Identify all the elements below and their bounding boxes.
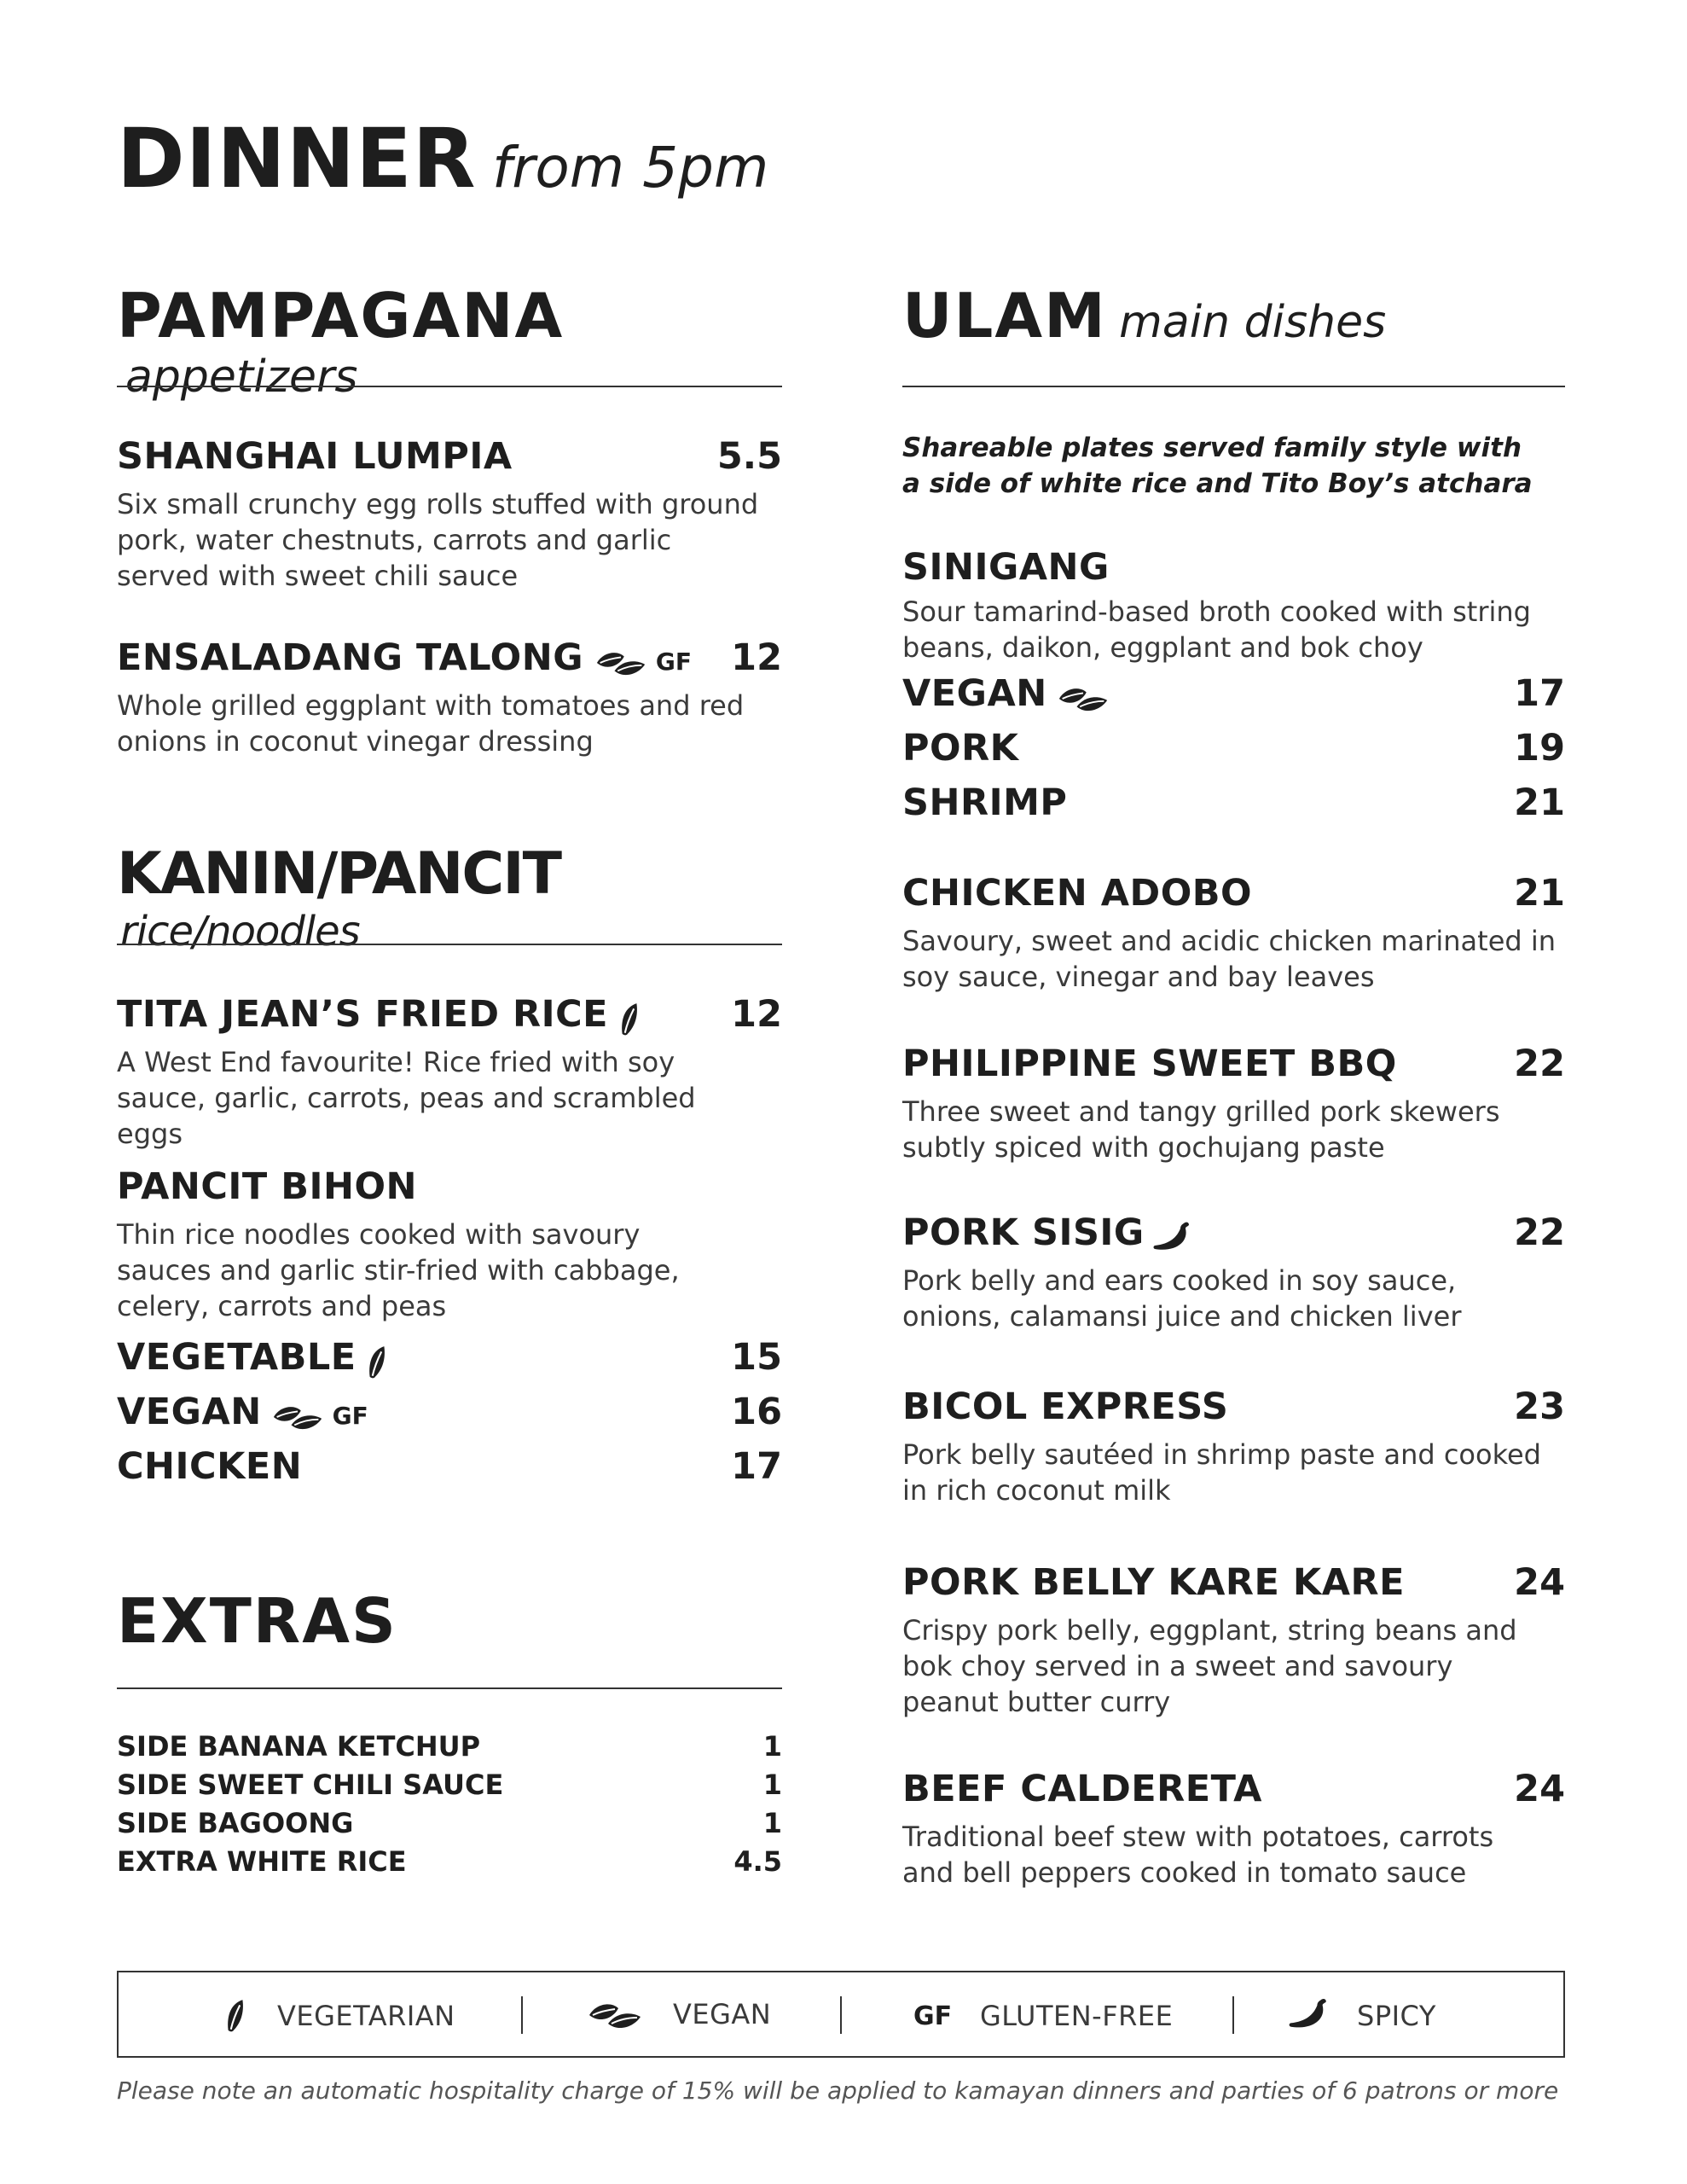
vegetarian-icon (617, 1002, 641, 1037)
item-description: Three sweet and tangy grilled pork skewers subtly spiced with gochujang paste (902, 1095, 1500, 1164)
option-price: 17 (731, 1445, 782, 1488)
item-name: TITA JEAN’S FRIED RICE (117, 993, 609, 1036)
item-description: Whole grilled eggplant with tomatoes and red onions in coconut vinegar dressing (117, 689, 745, 758)
rice-divider (117, 944, 782, 945)
item-price: 24 (1514, 1768, 1565, 1810)
menu-item (902, 1768, 1565, 1891)
item-option (902, 781, 1565, 828)
extra-row (117, 1769, 782, 1807)
menu-item (902, 872, 1565, 995)
item-price: 21 (1514, 872, 1565, 915)
dietary-legend (117, 1971, 1565, 2058)
menu-item (902, 1043, 1565, 1165)
appetizers-divider (117, 386, 782, 387)
extra-price: 1 (762, 1769, 782, 1801)
item-description: A West End favourite! Rice fried with soy sauce, garlic, carrots, peas and scrambled eggs (117, 1046, 696, 1150)
option-price: 16 (731, 1391, 782, 1433)
item-description: Crispy pork belly, eggplant, string beans and bok choy served in a sweet and savoury peanut butter curry (902, 1614, 1517, 1718)
legend-divider (840, 1996, 842, 2034)
legend-vegan-label: VEGAN (673, 1998, 772, 2030)
mains-intro: Shareable plates served family style with a side of white rice and Tito Boy’s atchara (902, 433, 1533, 499)
option-name: PORK (902, 727, 1019, 770)
item-name: PORK SISIG (902, 1211, 1145, 1254)
extra-row (117, 1730, 782, 1769)
item-description: Traditional beef stew with potatoes, carrots and bell peppers cooked in tomato sauce (902, 1821, 1494, 1889)
hospitality-note: Please note an automatic hospitality charge of 15% will be applied to kamayan dinners and parties of 6 patrons or more (117, 2077, 1559, 2105)
spicy-icon (1287, 1996, 1330, 2032)
extra-name: SIDE SWEET CHILI SAUCE (117, 1769, 504, 1801)
legend-gf-abbr: GF (913, 2001, 953, 2031)
rice-section-header (117, 840, 782, 956)
item-price: 23 (1514, 1385, 1565, 1428)
vegan-icon (588, 1998, 642, 2032)
menu-item (117, 636, 782, 759)
item-price: 24 (1514, 1561, 1565, 1604)
vegan-icon (272, 1401, 323, 1433)
option-name: VEGAN (117, 1391, 262, 1433)
item-description: Thin rice noodles cooked with savoury sauces and garlic stir-fried with cabbage, celery, carrots and peas (117, 1218, 680, 1322)
menu-item (902, 1561, 1565, 1720)
page-subtitle: from 5pm (492, 135, 769, 200)
extras-divider (117, 1687, 782, 1689)
extra-name: SIDE BANANA KETCHUP (117, 1730, 481, 1763)
option-price: 17 (1514, 672, 1565, 715)
legend-divider (1232, 1996, 1234, 2034)
appetizers-section-header (117, 280, 782, 403)
item-name: PORK BELLY KARE KARE (902, 1561, 1405, 1604)
legend-divider (521, 1996, 523, 2034)
mains-section-header (902, 280, 1565, 357)
item-name: CHICKEN ADOBO (902, 872, 1253, 915)
extras-list (117, 1730, 782, 1884)
appetizers-subtitle: appetizers (125, 351, 358, 403)
menu-item (902, 1211, 1565, 1334)
menu-item (117, 993, 782, 1152)
extra-row (117, 1807, 782, 1845)
option-name: SHRIMP (902, 781, 1068, 824)
legend-gluten-free-label: GLUTEN-FREE (980, 2000, 1174, 2032)
extra-price: 1 (762, 1807, 782, 1839)
menu-item (902, 546, 1565, 665)
spicy-icon (1151, 1220, 1192, 1254)
menu-item (902, 1385, 1565, 1508)
option-price: 19 (1514, 727, 1565, 770)
rice-subtitle: rice/noodles (120, 908, 360, 956)
item-name: BICOL EXPRESS (902, 1385, 1229, 1428)
item-price: 22 (1514, 1043, 1565, 1085)
extra-price: 4.5 (733, 1845, 782, 1878)
item-price: 22 (1514, 1211, 1565, 1254)
item-description: Pork belly and ears cooked in soy sauce, onions, calamansi juice and chicken liver (902, 1264, 1462, 1333)
menu-item (117, 1165, 782, 1324)
item-name: PHILIPPINE SWEET BBQ (902, 1043, 1397, 1085)
page-header (117, 111, 768, 205)
page-title: DINNER (117, 111, 477, 206)
menu-item (117, 435, 782, 594)
item-option (902, 672, 1565, 718)
vegan-icon (1058, 682, 1109, 715)
extra-name: EXTRA WHITE RICE (117, 1845, 407, 1878)
mains-title: ULAM (902, 280, 1107, 351)
vegetarian-icon (223, 1998, 247, 2034)
extra-price: 1 (762, 1730, 782, 1763)
item-name: SINIGANG (902, 546, 1110, 589)
option-price: 15 (731, 1336, 782, 1379)
gluten-free-tag: GF (655, 648, 693, 676)
option-name: VEGETABLE (117, 1336, 357, 1379)
item-name: ENSALADANG TALONG (117, 636, 583, 679)
extra-row (117, 1845, 782, 1884)
item-option (117, 1336, 782, 1382)
rice-title: KANIN/PANCIT (117, 840, 560, 908)
item-option (117, 1391, 782, 1437)
item-price: 12 (731, 993, 782, 1036)
vegetarian-icon (365, 1345, 389, 1380)
item-name: BEEF CALDERETA (902, 1768, 1262, 1810)
item-price: 12 (731, 636, 782, 679)
item-option (117, 1445, 782, 1491)
mains-subtitle: main dishes (1119, 297, 1387, 348)
item-description: Pork belly sautéed in shrimp paste and cooked in rich coconut milk (902, 1438, 1541, 1507)
item-name: SHANGHAI LUMPIA (117, 435, 513, 478)
option-price: 21 (1514, 781, 1565, 824)
option-name: VEGAN (902, 672, 1047, 715)
gluten-free-tag: GF (332, 1402, 368, 1430)
vegan-icon (595, 647, 646, 679)
legend-spicy-label: SPICY (1357, 2000, 1436, 2032)
extras-section-header (117, 1585, 782, 1662)
legend-vegetarian-label: VEGETARIAN (277, 2000, 455, 2032)
extras-title: EXTRAS (117, 1585, 397, 1657)
appetizers-title: PAMPAGANA (117, 280, 565, 351)
item-price: 5.5 (716, 435, 782, 478)
item-option (902, 727, 1565, 773)
option-name: CHICKEN (117, 1445, 303, 1488)
item-description: Six small crunchy egg rolls stuffed with ground pork, water chestnuts, carrots and garlic served with sweet chili sauce (117, 488, 759, 592)
mains-divider (902, 386, 1565, 387)
item-name: PANCIT BIHON (117, 1165, 417, 1208)
item-description: Savoury, sweet and acidic chicken marinated in soy sauce, vinegar and bay leaves (902, 925, 1557, 993)
item-description: Sour tamarind-based broth cooked with string beans, daikon, eggplant and bok choy (902, 595, 1531, 664)
extra-name: SIDE BAGOONG (117, 1807, 354, 1839)
